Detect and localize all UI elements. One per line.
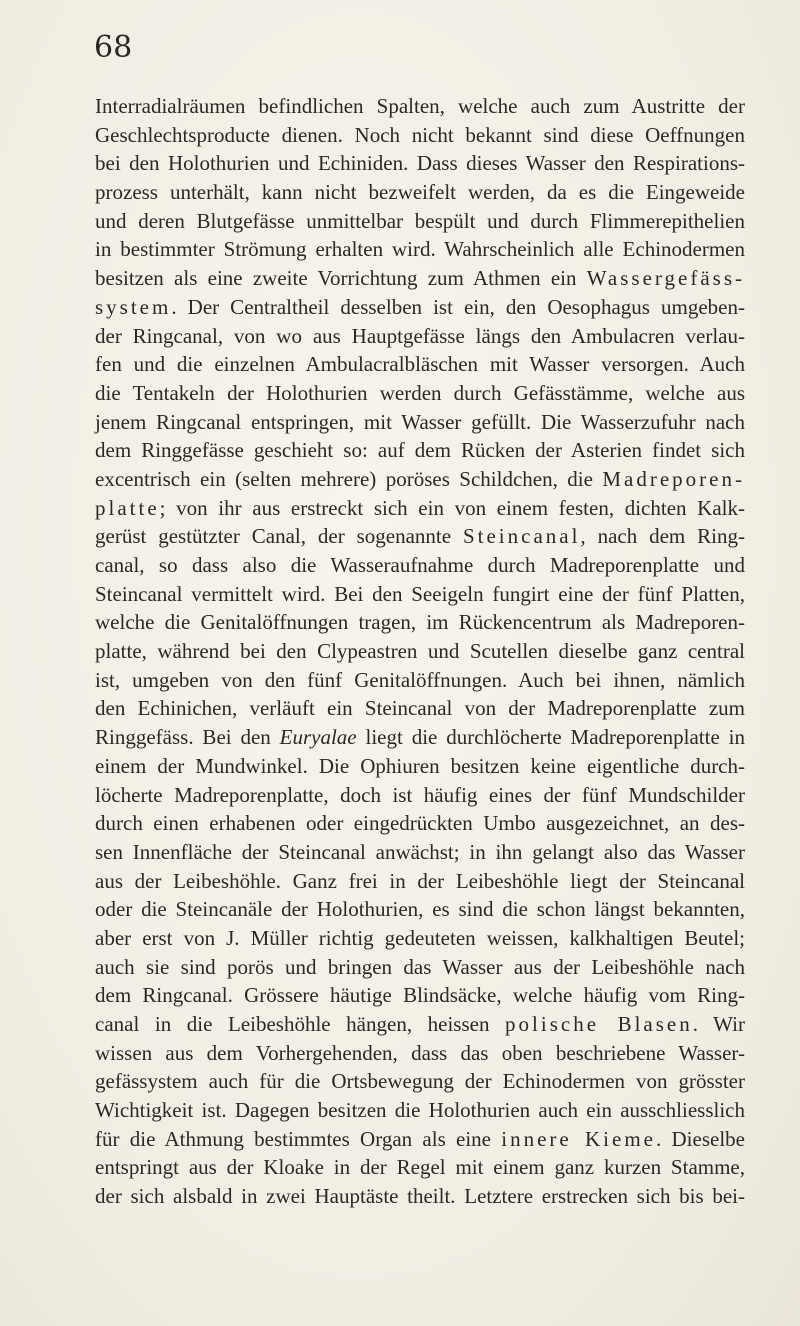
- text-line: [95, 92, 745, 121]
- text-line: [95, 178, 745, 207]
- text-line: [95, 608, 745, 637]
- line-text: einem der Mundwinkel. Die Ophiuren besitzen keine eigentliche durch-: [95, 753, 745, 778]
- text-line: [95, 580, 745, 609]
- text-line: [95, 207, 745, 236]
- spaced-term: platte: [95, 495, 160, 520]
- line-text: sen Innenfläche der Steincanal anwächst; in ihn gelangt also das Wasser: [95, 839, 745, 864]
- text-line: [95, 752, 745, 781]
- text-line: [95, 1125, 745, 1154]
- page-number: 68: [94, 30, 133, 65]
- text-line: [95, 408, 745, 437]
- spaced-term: Steincanal: [462, 524, 581, 549]
- spaced-term: Madreporen-: [602, 466, 745, 491]
- text-line: [95, 1182, 745, 1211]
- line-text: liegt die durchlöcherte Madreporenplatte in: [356, 725, 745, 750]
- text-line: [95, 1153, 745, 1182]
- line-text: welche die Genitalöffnungen tragen, im Rückencentrum als Madreporen-: [95, 610, 745, 635]
- italic-term: Euryalae: [279, 725, 357, 750]
- line-text: wissen aus dem Vorhergehenden, dass das oben beschriebene Wasser-: [95, 1040, 745, 1065]
- line-text: in bestimmter Strömung erhalten wird. Wahrscheinlich alle Echinodermen: [95, 237, 745, 262]
- text-line: [95, 723, 745, 752]
- line-text: dem Ringcanal. Grössere häutige Blindsäcke, welche häufig vom Ring-: [95, 983, 745, 1008]
- line-text: entspringt aus der Kloake in der Regel mit einem ganz kurzen Stamme,: [95, 1155, 745, 1180]
- text-line: [95, 637, 745, 666]
- line-text: oder die Steincanäle der Holothurien, es sind die schon längst bekannten,: [95, 897, 745, 922]
- line-text: für die Athmung bestimmtes Organ als eine: [95, 1126, 502, 1151]
- line-text: . Dieselbe: [655, 1126, 745, 1151]
- line-text: aus der Leibeshöhle. Ganz frei in der Leibeshöhle liegt der Steincanal: [95, 868, 745, 893]
- line-text: bei den Holothurien und Echiniden. Dass dieses Wasser den Respirations-: [95, 151, 745, 176]
- text-line: [95, 924, 745, 953]
- text-line: [95, 264, 745, 293]
- line-text: dem Ringgefässe geschieht so: auf dem Rücken der Asterien findet sich: [95, 438, 745, 463]
- text-line: [95, 666, 745, 695]
- line-text: Steincanal vermittelt wird. Bei den Seeigeln fungirt eine der fünf Platten,: [95, 581, 745, 606]
- text-line: [95, 494, 745, 523]
- line-text: durch einen erhabenen oder eingedrückten Umbo ausgezeichnet, an des-: [95, 811, 745, 836]
- text-line: [95, 149, 745, 178]
- text-line: [95, 953, 745, 982]
- line-text: der Ringcanal, von wo aus Hauptgefässe längs den Ambulacren verlau-: [95, 323, 745, 348]
- line-text: excentrisch ein (selten mehrere) poröses Schildchen, die: [95, 466, 603, 491]
- spaced-term: system: [95, 294, 172, 319]
- line-text: prozess unterhält, kann nicht bezweifelt werden, da es die Eingeweide: [95, 180, 745, 205]
- line-text: ist, umgeben von den fünf Genitalöffnungen. Auch bei ihnen, nämlich: [95, 667, 745, 692]
- text-line: [95, 1096, 745, 1125]
- text-line: [95, 838, 745, 867]
- body-text: [95, 92, 745, 1211]
- line-text: der sich alsbald in zwei Hauptäste theilt. Letztere erstrecken sich bis bei-: [95, 1184, 745, 1209]
- line-text: Interradialräumen befindlichen Spalten, welche auch zum Austritte der: [95, 94, 745, 118]
- line-text: Geschlechtsproducte dienen. Noch nicht bekannt sind diese Oeffnungen: [95, 122, 745, 147]
- line-text: löcherte Madreporenplatte, doch ist häufig eines der fünf Mundschilder: [95, 782, 745, 807]
- text-line: [95, 809, 745, 838]
- spaced-term: innere Kieme: [501, 1126, 656, 1151]
- line-text: Wichtigkeit ist. Dagegen besitzen die Holothurien auch ein ausschliesslich: [95, 1098, 745, 1123]
- line-text: Ringgefäss. Bei den: [95, 725, 280, 750]
- text-line: [95, 293, 745, 322]
- text-line: [95, 322, 745, 351]
- text-line: [95, 436, 745, 465]
- spaced-term: Wassergefäss-: [586, 266, 745, 291]
- line-text: jenem Ringcanal entspringen, mit Wasser gefüllt. Die Wasserzufuhr nach: [95, 409, 745, 434]
- line-text: und deren Blutgefässe unmittelbar bespült und durch Flimmerepithelien: [95, 208, 745, 233]
- line-text: canal in die Leibeshöhle hängen, heissen: [95, 1012, 506, 1036]
- text-line: [95, 551, 745, 580]
- text-line: [95, 895, 745, 924]
- text-line: [95, 1067, 745, 1096]
- spaced-term: polische Blasen: [505, 1012, 693, 1036]
- line-text: die Tentakeln der Holothurien werden durch Gefässtämme, welche aus: [95, 380, 745, 405]
- text-line: [95, 781, 745, 810]
- line-text: fen und die einzelnen Ambulacralbläschen mit Wasser versorgen. Auch: [95, 352, 745, 377]
- text-line: [95, 522, 745, 551]
- text-line: [95, 350, 745, 379]
- line-text: gefässystem auch für die Ortsbewegung der Echinodermen von grösster: [95, 1069, 745, 1094]
- line-text: ; von ihr aus erstreckt sich ein von einem festen, dichten Kalk-: [159, 495, 745, 520]
- text-line: [95, 981, 745, 1010]
- line-text: besitzen als eine zweite Vorrichtung zum Athmen ein: [95, 266, 587, 291]
- text-line: [95, 694, 745, 723]
- text-line: [95, 379, 745, 408]
- text-line: [95, 1010, 745, 1039]
- text-line: [95, 465, 745, 494]
- line-text: gerüst gestützter Canal, der sogenannte: [95, 524, 463, 549]
- text-line: [95, 867, 745, 896]
- text-line: [95, 121, 745, 150]
- line-text: canal, so dass also die Wasseraufnahme durch Madreporenplatte und: [95, 553, 745, 577]
- line-text: den Echinichen, verläuft ein Steincanal von der Madreporenplatte zum: [95, 696, 745, 721]
- text-line: [95, 235, 745, 264]
- line-text: aber erst von J. Müller richtig gedeuteten weissen, kalkhaltigen Beutel;: [95, 925, 745, 950]
- text-line: [95, 1039, 745, 1068]
- line-text: . Der Centraltheil desselben ist ein, den Oesophagus umgeben-: [171, 294, 745, 319]
- line-text: auch sie sind porös und bringen das Wasser aus der Leibeshöhle nach: [95, 954, 745, 979]
- line-text: . Wir: [692, 1012, 745, 1036]
- line-text: platte, während bei den Clypeastren und Scutellen dieselbe ganz central: [95, 639, 745, 664]
- line-text: , nach dem Ring-: [580, 524, 745, 549]
